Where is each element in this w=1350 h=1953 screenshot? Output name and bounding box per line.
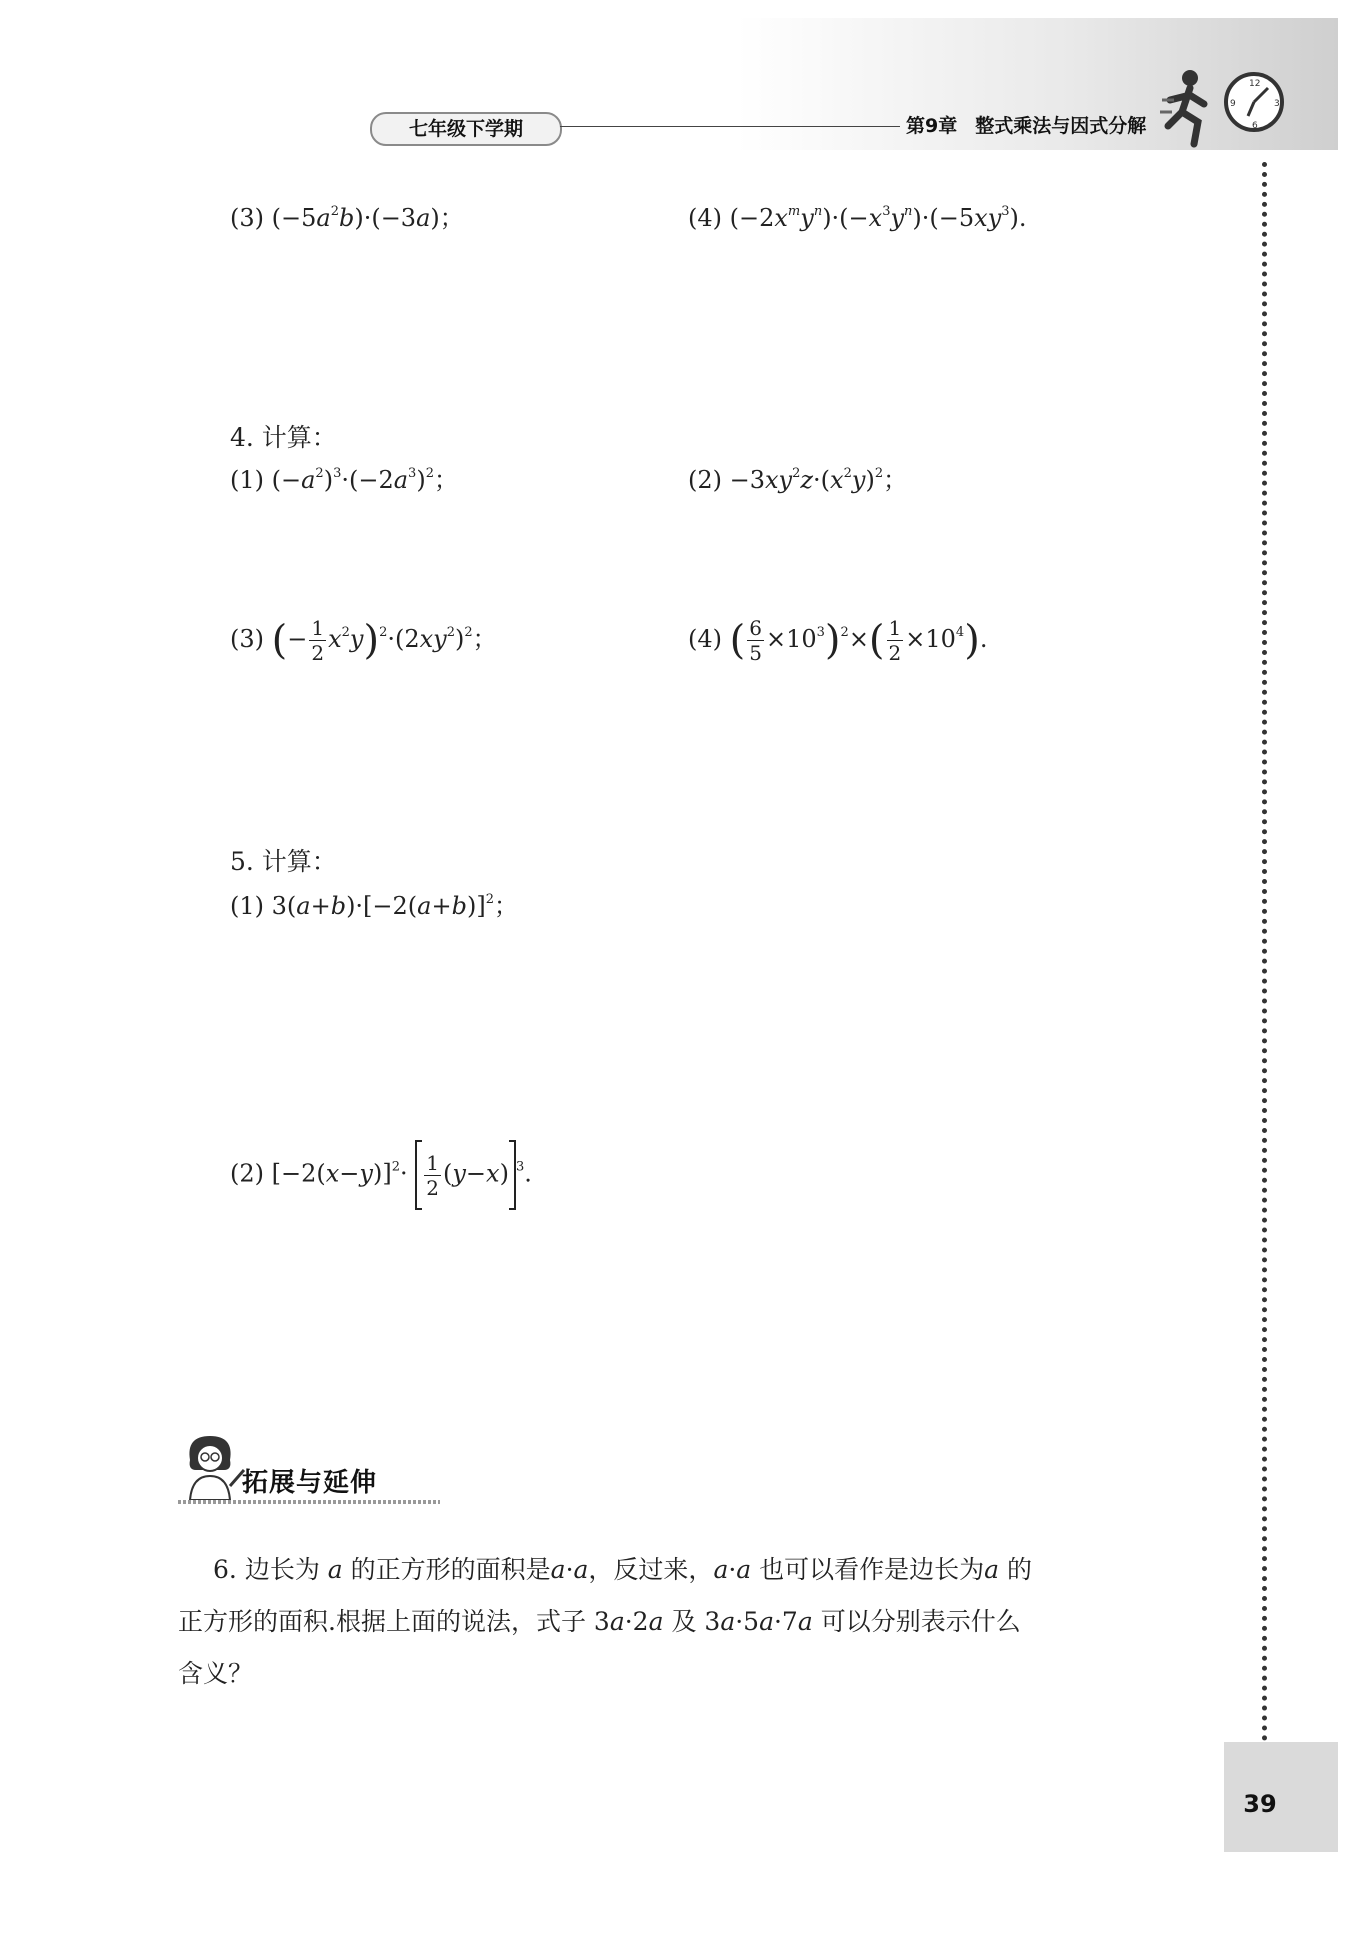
- problem-3-part-4: (4) $(-2x^my^n)\cdot(-x^3y^n)\cdot(-5xy^3)$.: [688, 204, 1027, 232]
- problem-4-heading: 4. 计算：: [230, 423, 337, 452]
- svg-text:9: 9: [1230, 99, 1236, 109]
- chapter-heading: [906, 111, 1146, 138]
- problem-6-line-1: 6. 边长为 a 的正方形的面积是a·a，反过来，a·a 也可以看作是边长为a 的: [213, 1555, 1033, 1584]
- problem-5-part-2: (2) $[-2(x-y)]^2\cdot$ $\frac{1}{2}$ (y−x) $^3$.: [230, 1140, 532, 1210]
- chapter-number: 第9章: [906, 115, 958, 137]
- problem-5-heading: 5. 计算：: [230, 847, 337, 876]
- problem-4-part-2: $(2) -3xy^2z\cdot(x^2y)^2$；: [688, 466, 908, 494]
- teacher-icon: [176, 1430, 246, 1502]
- svg-text:6: 6: [1252, 121, 1258, 131]
- problem-6-line-3: 含义？: [178, 1659, 254, 1688]
- svg-text:12: 12: [1249, 79, 1261, 89]
- problem-4-part-4: (4) ( $\frac{6}{5}$ $\times 10^3)^2\times$( $\frac{1}{2}$ $\times 10^4$).: [688, 616, 988, 665]
- extension-underline: [178, 1500, 440, 1504]
- chapter-title: 整式乘法与因式分解: [975, 115, 1147, 137]
- grade-label: 七年级下学期: [370, 112, 562, 146]
- svg-text:3: 3: [1274, 99, 1280, 109]
- extension-title: 拓展与延伸: [242, 1468, 378, 1498]
- clock-icon: [1222, 70, 1286, 134]
- header-rule: [560, 126, 900, 127]
- page-number: 39: [1243, 1790, 1277, 1818]
- margin-dotted-line: [1262, 162, 1267, 1742]
- problem-3-part-3: (3) $(-5a^2b)\cdot(-3a)$；: [230, 204, 464, 232]
- problem-5-part-1: (1) $3(a+b)\cdot[-2(a+b)]^2$；: [230, 892, 518, 920]
- problem-4-part-1: (1) $(-a^2)^3\cdot(-2a^3)^2$；: [230, 466, 458, 494]
- problem-6-line-2: 正方形的面积.根据上面的说法，式子 3a·2a 及 3a·5a·7a 可以分别表示什么: [178, 1607, 1021, 1636]
- problem-4-part-3: (3) (− $\frac{1}{2}$ $x^2y)^2\cdot(2xy^2)^2$；: [230, 616, 497, 665]
